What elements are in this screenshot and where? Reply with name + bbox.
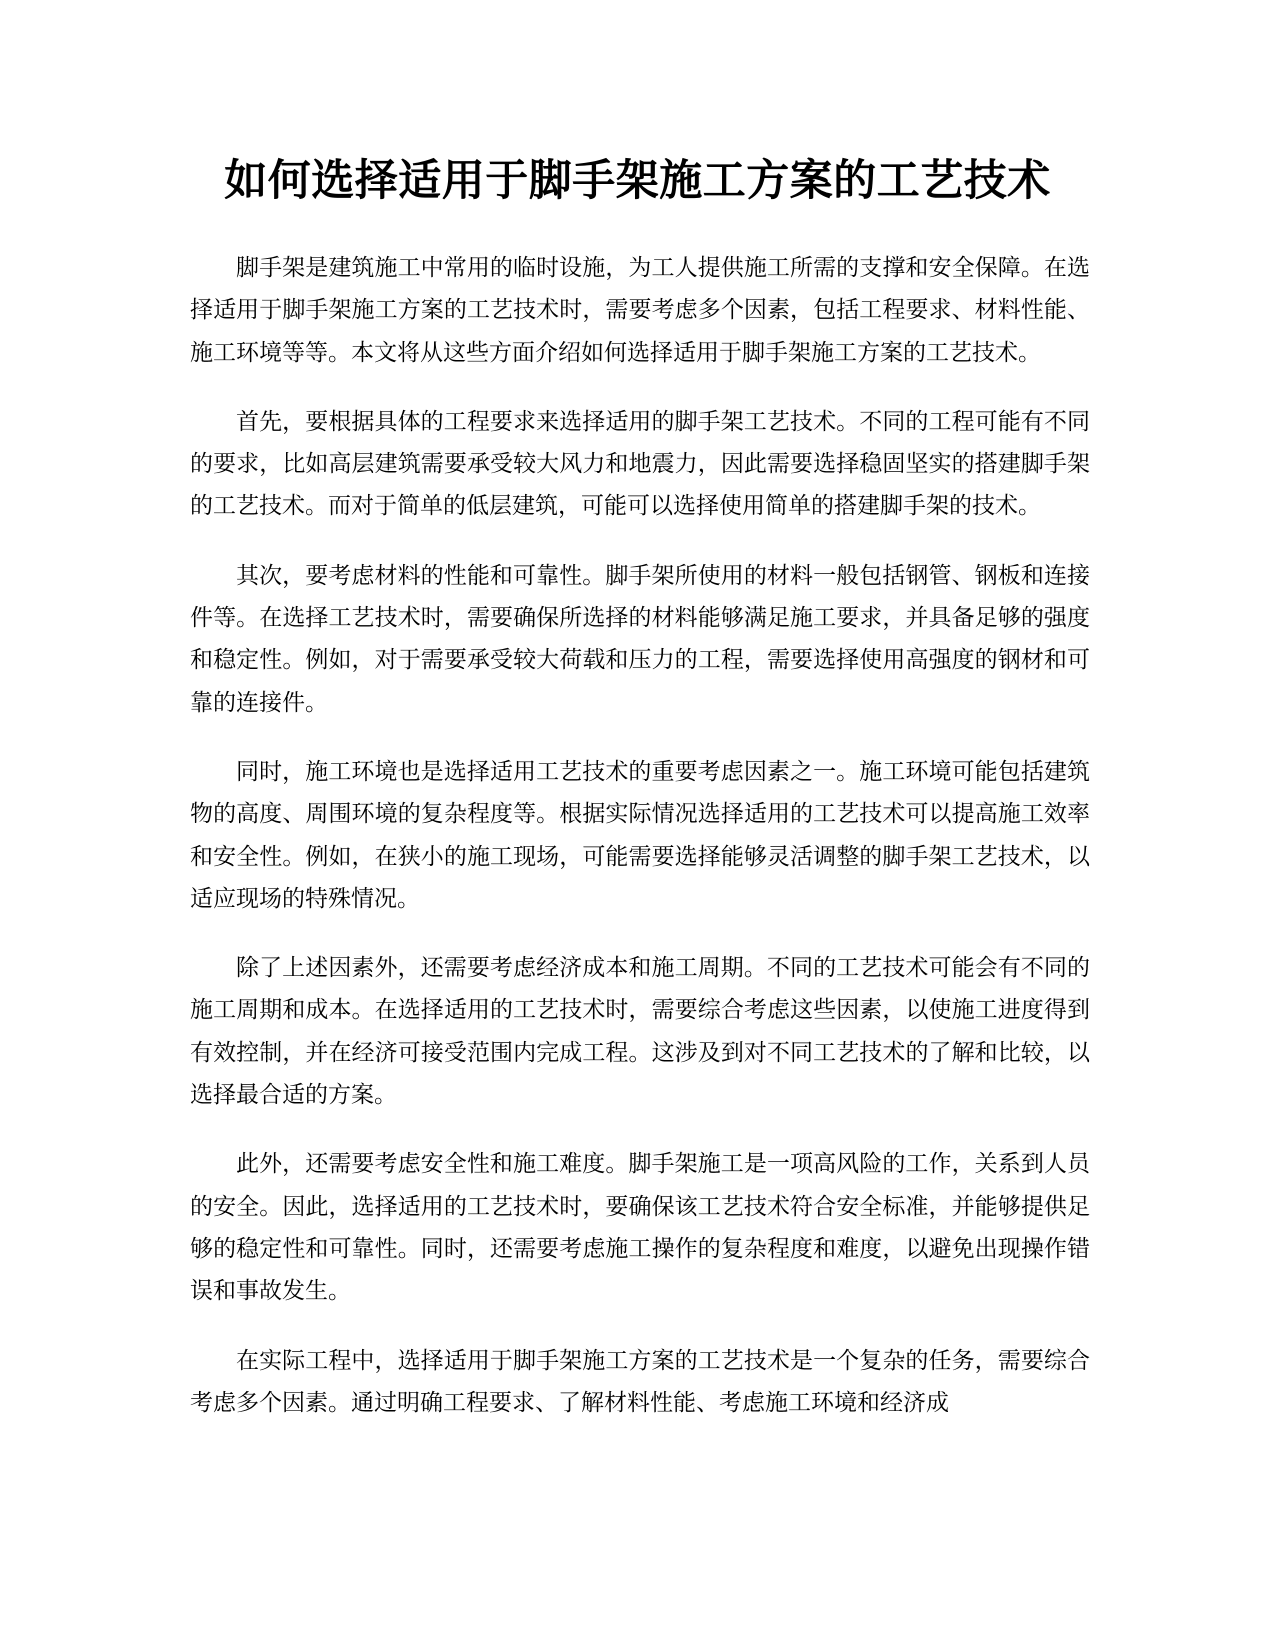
paragraph-intro: 脚手架是建筑施工中常用的临时设施，为工人提供施工所需的支撑和安全保障。在选择适用于脚手架施工方案的工艺技术时，需要考虑多个因素，包括工程要求、材料性能、施工环境等等。本文将从这些方面介绍如何选择适用于脚手架施工方案的工艺技术。	[190, 255, 1090, 366]
document-body	[190, 247, 1090, 1451]
document-title: 如何选择适用于脚手架施工方案的工艺技术	[224, 156, 1051, 206]
paragraph-summary: 在实际工程中，选择适用于脚手架施工方案的工艺技术是一个复杂的任务，需要综合考虑多个因素。通过明确工程要求、了解材料性能、考虑施工环境和经济成	[190, 1347, 1090, 1416]
paragraph-material-performance: 其次，要考虑材料的性能和可靠性。脚手架所使用的材料一般包括钢管、钢板和连接件等。在选择工艺技术时，需要确保所选择的材料能够满足施工要求，并具备足够的强度和稳定性。例如，对于需要承受较大荷载和压力的工程，需要选择使用高强度的钢材和可靠的连接件。	[190, 562, 1090, 716]
paragraph-construction-environment: 同时，施工环境也是选择适用工艺技术的重要考虑因素之一。施工环境可能包括建筑物的高度、周围环境的复杂程度等。根据实际情况选择适用的工艺技术可以提高施工效率和安全性。例如，在狭小的施工现场，可能需要选择能够灵活调整的脚手架工艺技术，以适应现场的特殊情况。	[190, 758, 1090, 912]
paragraph-cost-and-schedule: 除了上述因素外，还需要考虑经济成本和施工周期。不同的工艺技术可能会有不同的施工周期和成本。在选择适用的工艺技术时，需要综合考虑这些因素，以使施工进度得到有效控制，并在经济可接受范围内完成工程。这涉及到对不同工艺技术的了解和比较，以选择最合适的方案。	[190, 955, 1090, 1109]
paragraph-engineering-requirements: 首先，要根据具体的工程要求来选择适用的脚手架工艺技术。不同的工程可能有不同的要求，比如高层建筑需要承受较大风力和地震力，因此需要选择稳固坚实的搭建脚手架的工艺技术。而对于简单的低层建筑，可能可以选择使用简单的搭建脚手架的技术。	[190, 408, 1090, 520]
paragraph-safety-and-difficulty: 此外，还需要考虑安全性和施工难度。脚手架施工是一项高风险的工作，关系到人员的安全。因此，选择适用的工艺技术时，要确保该工艺技术符合安全标准，并能够提供足够的稳定性和可靠性。同时，还需要考虑施工操作的复杂程度和难度，以避免出现操作错误和事故发生。	[190, 1151, 1090, 1305]
